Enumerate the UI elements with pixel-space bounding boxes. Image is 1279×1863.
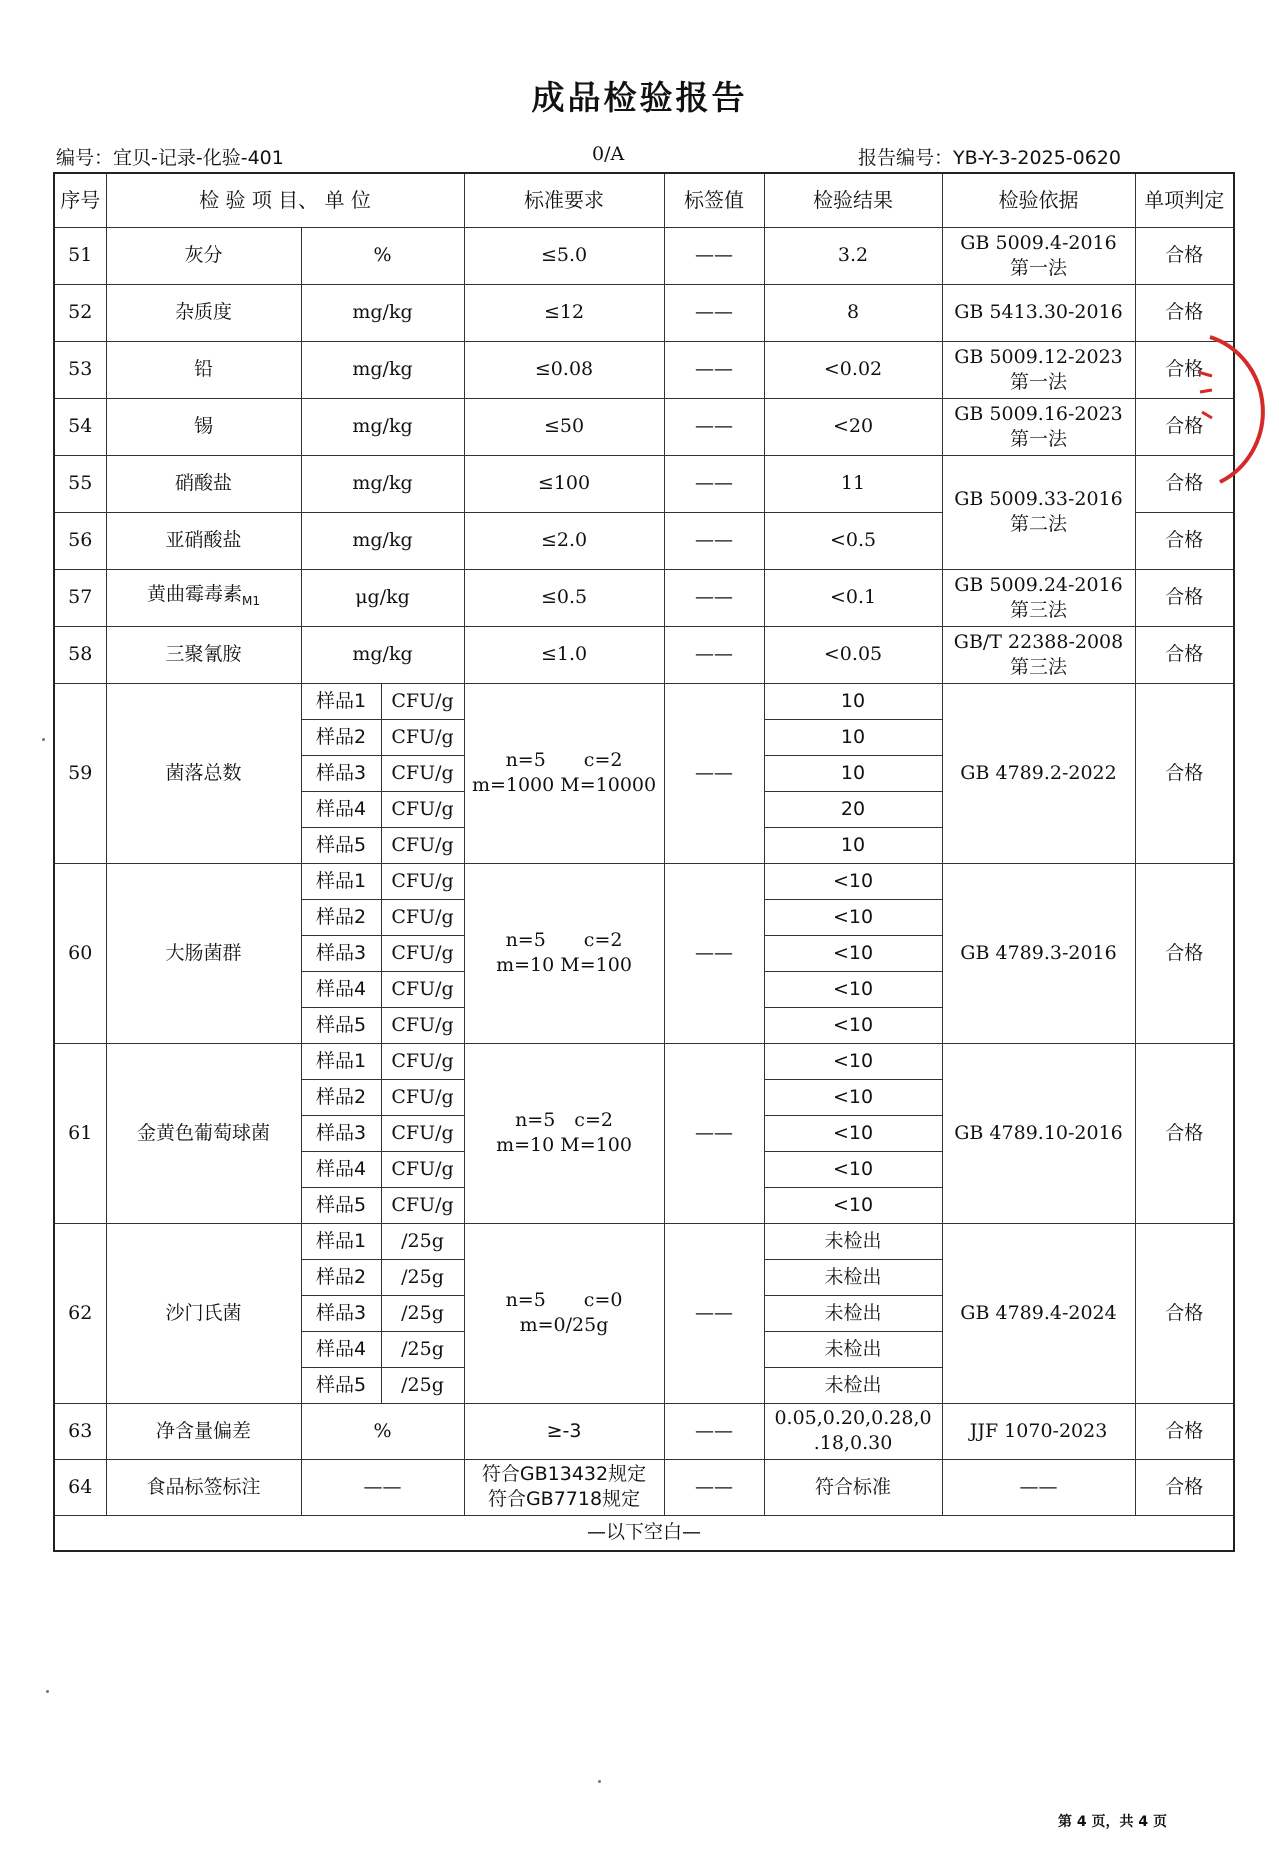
item-name-text: 锡 (193, 415, 213, 437)
item-name (106, 227, 301, 284)
sample-label: 样品3 (301, 755, 381, 791)
standard-requirement: n=5 c=2 m=1000 M=10000 (464, 683, 664, 863)
row-number: 62 (54, 1223, 106, 1403)
test-basis: GB 5009.16-2023 第一法 (942, 398, 1135, 455)
sample-label: 样品3 (301, 1115, 381, 1151)
item-name-text: 三聚氰胺 (165, 643, 242, 665)
row-number: 54 (54, 398, 106, 455)
sample-label: 样品5 (301, 1007, 381, 1043)
scan-speck (46, 1690, 49, 1693)
table-row (54, 1459, 1234, 1515)
sample-label: 样品5 (301, 1367, 381, 1403)
sample-label: 样品2 (301, 719, 381, 755)
sample-result: 未检出 (764, 1295, 942, 1331)
unit: mg/kg (301, 455, 464, 512)
sample-result: <10 (764, 1151, 942, 1187)
sample-label: 样品5 (301, 1187, 381, 1223)
test-basis: JJF 1070-2023 (942, 1403, 1135, 1459)
sample-label: 样品3 (301, 935, 381, 971)
sample-label: 样品1 (301, 683, 381, 719)
item-subscript: M1 (242, 593, 260, 608)
sample-label: 样品4 (301, 1331, 381, 1367)
sample-result: <10 (764, 935, 942, 971)
test-result: <0.1 (764, 569, 942, 626)
label-value: —— (664, 398, 764, 455)
standard-requirement: ≤50 (464, 398, 664, 455)
table-row (54, 227, 1234, 284)
label-value: —— (664, 683, 764, 863)
label-value: —— (664, 455, 764, 512)
blank-row (54, 1515, 1234, 1551)
standard-requirement: n=5 c=2 m=10 M=100 (464, 863, 664, 1043)
label-value: —— (664, 227, 764, 284)
scan-speck (42, 738, 45, 741)
table-sub-row (54, 683, 1234, 719)
row-number: 59 (54, 683, 106, 863)
judgement: 合格 (1135, 455, 1234, 512)
report-number: 报告编号：YB-Y-3-2025-0620 (858, 147, 1121, 169)
judgement: 合格 (1135, 398, 1234, 455)
standard-requirement: ≤0.08 (464, 341, 664, 398)
test-result: <20 (764, 398, 942, 455)
label-value: —— (664, 863, 764, 1043)
table-row (54, 341, 1234, 398)
version-code: 0/A (592, 143, 625, 165)
item-name-text: 黄曲霉毒素 (146, 582, 242, 605)
sample-result: <10 (764, 899, 942, 935)
standard-requirement: ≤12 (464, 284, 664, 341)
item-name (106, 455, 301, 512)
sample-result: 10 (764, 827, 942, 863)
label-value: —— (664, 284, 764, 341)
sample-result: 未检出 (764, 1259, 942, 1295)
label-value: —— (664, 626, 764, 683)
unit: % (301, 227, 464, 284)
test-result: <0.5 (764, 512, 942, 569)
judgement: 合格 (1135, 626, 1234, 683)
standard-requirement: ≤5.0 (464, 227, 664, 284)
unit: mg/kg (301, 512, 464, 569)
item-name (106, 341, 301, 398)
unit: —— (301, 1459, 464, 1515)
unit: /25g (381, 1223, 464, 1259)
table-row (54, 398, 1234, 455)
row-number: 63 (54, 1403, 106, 1459)
unit: % (301, 1403, 464, 1459)
sample-label: 样品4 (301, 791, 381, 827)
standard-requirement: ≤0.5 (464, 569, 664, 626)
judgement: 合格 (1135, 1043, 1234, 1223)
sample-result: 20 (764, 791, 942, 827)
label-value: —— (664, 569, 764, 626)
test-result: 符合标准 (764, 1459, 942, 1515)
unit: CFU/g (381, 791, 464, 827)
unit: mg/kg (301, 398, 464, 455)
item-name: 净含量偏差 (106, 1403, 301, 1459)
test-basis: GB 4789.3-2016 (942, 863, 1135, 1043)
table-row (54, 569, 1234, 626)
unit: CFU/g (381, 1115, 464, 1151)
unit: CFU/g (381, 1151, 464, 1187)
sample-label: 样品5 (301, 827, 381, 863)
test-basis: GB 4789.10-2016 (942, 1043, 1135, 1223)
unit: /25g (381, 1295, 464, 1331)
item-name-text: 杂质度 (174, 301, 232, 323)
unit: mg/kg (301, 341, 464, 398)
unit: CFU/g (381, 719, 464, 755)
judgement: 合格 (1135, 512, 1234, 569)
test-basis: GB/T 22388-2008 第三法 (942, 626, 1135, 683)
sample-label: 样品1 (301, 1043, 381, 1079)
sample-result: <10 (764, 1043, 942, 1079)
judgement: 合格 (1135, 683, 1234, 863)
sample-result: <10 (764, 1187, 942, 1223)
test-basis: GB 4789.4-2024 (942, 1223, 1135, 1403)
item-name-text: 灰分 (184, 244, 223, 266)
item-name (106, 626, 301, 683)
judgement: 合格 (1135, 863, 1234, 1043)
item-name (106, 569, 301, 626)
judgement: 合格 (1135, 1459, 1234, 1515)
test-result: 0.05,0.20,0.28,0 .18,0.30 (764, 1403, 942, 1459)
sample-result: 未检出 (764, 1223, 942, 1259)
unit: μg/kg (301, 569, 464, 626)
item-name: 食品标签标注 (106, 1459, 301, 1515)
unit: /25g (381, 1367, 464, 1403)
row-number: 60 (54, 863, 106, 1043)
unit: CFU/g (381, 1079, 464, 1115)
sample-label: 样品4 (301, 971, 381, 1007)
sample-result: <10 (764, 1007, 942, 1043)
test-basis: GB 5009.4-2016 第一法 (942, 227, 1135, 284)
unit: mg/kg (301, 284, 464, 341)
sample-label: 样品2 (301, 1079, 381, 1115)
sample-result: <10 (764, 1079, 942, 1115)
item-name: 沙门氏菌 (106, 1223, 301, 1403)
judgement: 合格 (1135, 569, 1234, 626)
row-number: 53 (54, 341, 106, 398)
unit: mg/kg (301, 626, 464, 683)
standard-requirement: ≤2.0 (464, 512, 664, 569)
test-result: <0.05 (764, 626, 942, 683)
judgement: 合格 (1135, 284, 1234, 341)
col-basis: 检验依据 (942, 173, 1135, 227)
standard-requirement: ≥-3 (464, 1403, 664, 1459)
item-name-text: 铅 (193, 358, 213, 380)
unit: CFU/g (381, 899, 464, 935)
test-basis: GB 5009.12-2023 第一法 (942, 341, 1135, 398)
test-basis: GB 5009.33-2016 第二法 (942, 455, 1135, 569)
item-name-text: 亚硝酸盐 (165, 529, 242, 551)
record-number: 编号：宜贝-记录-化验-401 (56, 147, 284, 169)
test-result: 11 (764, 455, 942, 512)
row-number: 52 (54, 284, 106, 341)
scan-speck (598, 1780, 601, 1783)
sample-label: 样品1 (301, 1223, 381, 1259)
sample-result: <10 (764, 863, 942, 899)
table-sub-row (54, 863, 1234, 899)
unit: CFU/g (381, 1007, 464, 1043)
row-number: 55 (54, 455, 106, 512)
test-basis: GB 5413.30-2016 (942, 284, 1135, 341)
sample-result: <10 (764, 971, 942, 1007)
standard-requirement: 符合GB13432规定 符合GB7718规定 (464, 1459, 664, 1515)
item-name: 金黄色葡萄球菌 (106, 1043, 301, 1223)
inspection-table (53, 172, 1235, 1552)
sample-result: 10 (764, 755, 942, 791)
unit: CFU/g (381, 1043, 464, 1079)
col-standard: 标准要求 (464, 173, 664, 227)
row-number: 64 (54, 1459, 106, 1515)
table-header-row (54, 173, 1234, 227)
test-basis: GB 4789.2-2022 (942, 683, 1135, 863)
unit: /25g (381, 1331, 464, 1367)
sample-label: 样品2 (301, 899, 381, 935)
table-row (54, 626, 1234, 683)
row-number: 56 (54, 512, 106, 569)
sample-result: 10 (764, 719, 942, 755)
standard-requirement: ≤100 (464, 455, 664, 512)
report-title: 成品检验报告 (531, 78, 748, 117)
unit: CFU/g (381, 863, 464, 899)
test-result: 8 (764, 284, 942, 341)
unit: CFU/g (381, 683, 464, 719)
unit: CFU/g (381, 827, 464, 863)
label-value: —— (664, 1403, 764, 1459)
test-basis: —— (942, 1459, 1135, 1515)
unit: CFU/g (381, 935, 464, 971)
row-number: 51 (54, 227, 106, 284)
sample-label: 样品2 (301, 1259, 381, 1295)
item-name-text: 硝酸盐 (174, 472, 232, 494)
item-name (106, 284, 301, 341)
col-judgement: 单项判定 (1135, 173, 1234, 227)
sample-result: <10 (764, 1115, 942, 1151)
label-value: —— (664, 1043, 764, 1223)
col-result: 检验结果 (764, 173, 942, 227)
standard-requirement: n=5 c=0 m=0/25g (464, 1223, 664, 1403)
test-result: <0.02 (764, 341, 942, 398)
table-sub-row (54, 1043, 1234, 1079)
col-seq: 序号 (54, 173, 106, 227)
judgement: 合格 (1135, 227, 1234, 284)
test-basis: GB 5009.24-2016 第三法 (942, 569, 1135, 626)
page-footer: 第 4 页，共 4 页 (1058, 1814, 1167, 1830)
sample-label: 样品1 (301, 863, 381, 899)
sample-label: 样品3 (301, 1295, 381, 1331)
item-name (106, 512, 301, 569)
col-label-value: 标签值 (664, 173, 764, 227)
row-number: 57 (54, 569, 106, 626)
blank-note: —以下空白— (54, 1515, 1234, 1551)
item-name: 大肠菌群 (106, 863, 301, 1043)
table-row (54, 1403, 1234, 1459)
label-value: —— (664, 341, 764, 398)
sample-result: 未检出 (764, 1367, 942, 1403)
standard-requirement: n=5 c=2 m=10 M=100 (464, 1043, 664, 1223)
table-sub-row (54, 1223, 1234, 1259)
sample-result: 10 (764, 683, 942, 719)
item-name: 菌落总数 (106, 683, 301, 863)
label-value: —— (664, 1223, 764, 1403)
table-row (54, 284, 1234, 341)
judgement: 合格 (1135, 341, 1234, 398)
judgement: 合格 (1135, 1403, 1234, 1459)
col-item-unit: 检 验 项 目、 单 位 (106, 173, 464, 227)
row-number: 61 (54, 1043, 106, 1223)
unit: /25g (381, 1259, 464, 1295)
sample-result: 未检出 (764, 1331, 942, 1367)
row-number: 58 (54, 626, 106, 683)
label-value: —— (664, 1459, 764, 1515)
item-name (106, 398, 301, 455)
unit: CFU/g (381, 971, 464, 1007)
standard-requirement: ≤1.0 (464, 626, 664, 683)
test-result: 3.2 (764, 227, 942, 284)
sample-label: 样品4 (301, 1151, 381, 1187)
unit: CFU/g (381, 1187, 464, 1223)
unit: CFU/g (381, 755, 464, 791)
judgement: 合格 (1135, 1223, 1234, 1403)
table-row (54, 455, 1234, 512)
label-value: —— (664, 512, 764, 569)
